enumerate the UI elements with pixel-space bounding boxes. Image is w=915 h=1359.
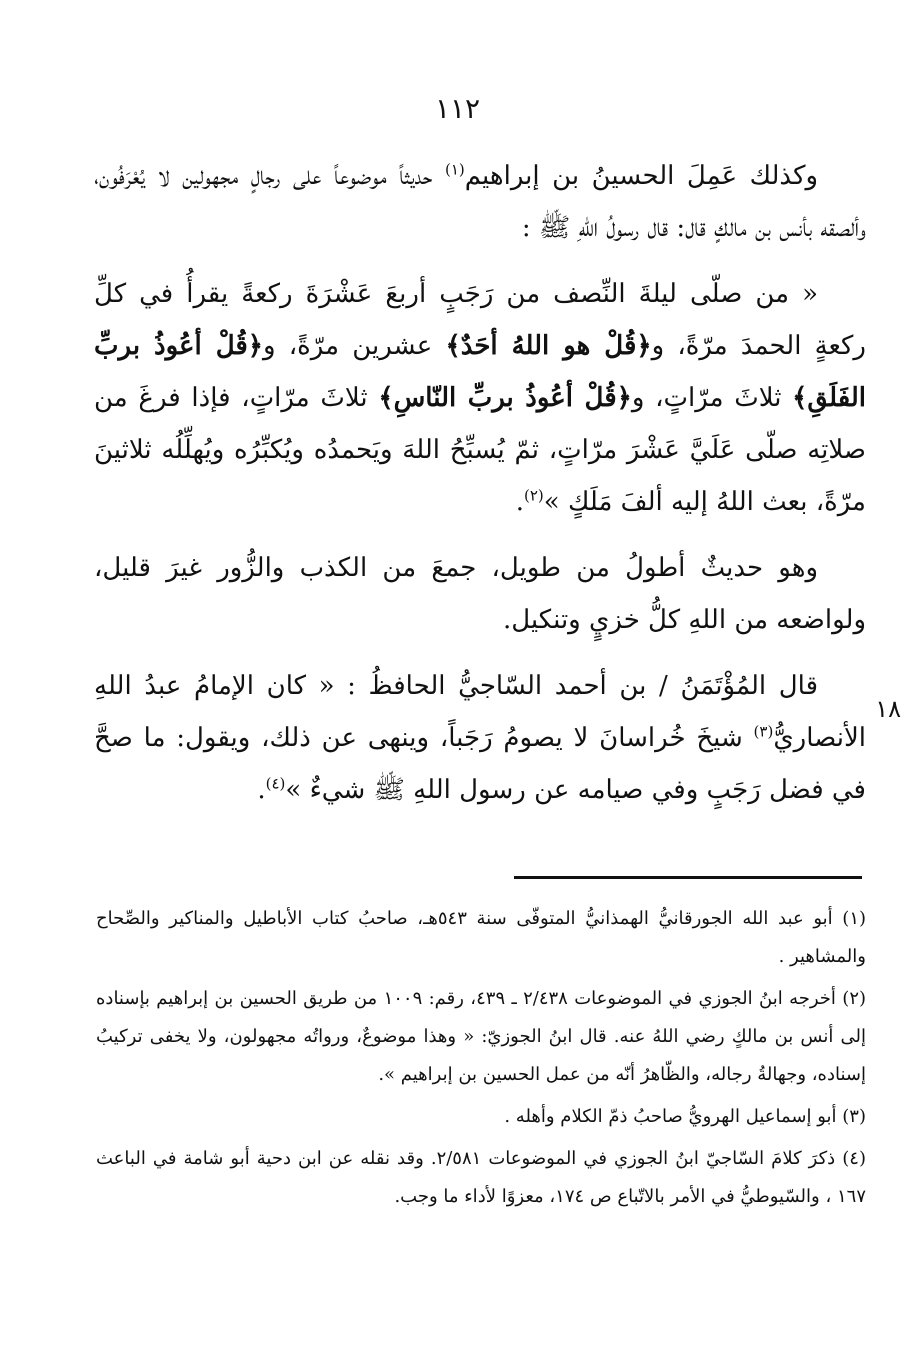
- footnotes: [96, 900, 866, 1220]
- footnote-ref-4[interactable]: (٤): [265, 774, 286, 793]
- footnote-ref-1[interactable]: (١): [444, 160, 465, 179]
- paragraph-4-text-c: .: [257, 775, 266, 805]
- footnote-2: [96, 980, 866, 1094]
- quran-verse-falaq: ﴿قُلْ أعُوذُ بربِّ الفَلَقِ﴾: [94, 331, 866, 413]
- paragraph-2-hadith: [94, 268, 866, 528]
- footnote-ref-2[interactable]: (٢): [523, 486, 544, 505]
- paragraph-3: وهو حديثٌ أطولُ من طويل، جمعَ من الكذب والزُّور غيرَ قليل، ولواضعه من اللهِ كلُّ خزيٍ وتنكيل.: [94, 553, 866, 635]
- footnote-3-text: أبو إسماعيل الهرويُّ صاحبُ ذمّ الكلام وأهله .: [504, 1106, 843, 1127]
- footnote-ref-3[interactable]: (٣): [753, 722, 774, 741]
- main-text: [94, 150, 866, 830]
- paragraph-2-text-e: .: [515, 487, 524, 517]
- footnote-4: [96, 1140, 866, 1216]
- paragraph-4-text-a: قال المُؤْتَمَنُ / بن أحمد السّاجيُّ الحافظُ : « كان الإمامُ عبدُ اللهِ الأنصاريُّ: [94, 671, 866, 753]
- paragraph-1-text-b: حديثاً موضوعاً على رجالٍ مجهولين لا يُعْرَفُون، وألصقه بأنس بن مالكٍ قال: قال رسولُ اللهِ ﷺ :: [94, 161, 866, 243]
- footnote-separator: [514, 876, 862, 879]
- margin-line-number: ١٨: [875, 695, 901, 723]
- footnote-3-number: (٣): [842, 1106, 866, 1127]
- quran-verse-ikhlas: ﴿قُلْ هو اللهُ أحَدٌ﴾: [445, 331, 652, 361]
- footnote-4-text: ذكرَ كلامَ السّاجيّ ابنُ الجوزي في الموضوعات ٢/٥٨١. وقد نقله عن ابن دحية أبو شامة في الباعث ١٦٧ ، والسّيوطيُّ في الأمر بالاتّباع ص ١٧٤، معزوًا لأداء ما وجب.: [96, 1148, 866, 1207]
- paragraph-1: [94, 150, 866, 254]
- page-number: ١١٢: [434, 92, 481, 125]
- footnote-1: [96, 900, 866, 976]
- footnote-1-text: أبو عبد الله الجورقانيُّ الهمذانيُّ المتوفّى سنة ٥٤٣هـ، صاحبُ كتاب الأباطيل والمناكير والصِّحاح والمشاهير .: [96, 908, 866, 967]
- paragraph-2-text-d: ثلاثَ مرّاتٍ، فإذا فرغَ من صلاتِه صلّى عَلَيَّ عَشْرَ مرّاتٍ، ثمّ يُسبِّحُ اللهَ ويَحمدُه ويُكبِّرُه ويُهلِّلُه ثلاثينَ مرّةً، بعث اللهُ إليه ألفَ مَلَكٍ »: [94, 383, 866, 517]
- quran-verse-nas: ﴿قُلْ أعُوذُ بربِّ النّاسِ﴾: [378, 383, 632, 413]
- paragraph-1-text-a: وكذلك عَمِلَ الحسينُ بن إبراهيم: [464, 161, 819, 191]
- paragraph-4: [94, 660, 866, 816]
- paragraph-4-text-b: شيخَ خُراسانَ لا يصومُ رَجَباً، وينهى عن ذلك، ويقول: ما صحَّ في فضل رَجَبٍ وفي صيامه عن رسول اللهِ ﷺ شيءٌ »: [94, 723, 866, 805]
- footnote-3: [96, 1098, 866, 1136]
- footnote-2-number: (٢): [842, 988, 867, 1009]
- footnote-2-text: أخرجه ابنُ الجوزي في الموضوعات ٢/٤٣٨ ـ ٤٣٩، رقم: ١٠٠٩ من طريق الحسين بن إبراهيم بإسناده إلى أنس بن مالكٍ رضي اللهُ عنه. قال ابنُ الجوزيّ: « وهذا موضوعٌ، ورواتُه مجهولون، ولا يخفى تركيبُ إسناده، وجهالةُ رجاله، والظّاهرُ أنّه من عمل الحسين بن إبراهيم ».: [96, 988, 866, 1085]
- paragraph-2-text-c: ثلاثَ مرّاتٍ، و: [631, 383, 793, 413]
- footnote-4-number: (٤): [842, 1148, 866, 1169]
- paragraph-2-text-a: « من صلّى ليلةَ النِّصف من رَجَبٍ أربعَ عَشْرَةَ ركعةً يقرأُ في كلِّ ركعةٍ الحمدَ مرّةً، و: [94, 279, 866, 361]
- footnote-1-number: (١): [842, 908, 867, 929]
- paragraph-2-text-b: عشرين مرّةً، و: [263, 331, 446, 361]
